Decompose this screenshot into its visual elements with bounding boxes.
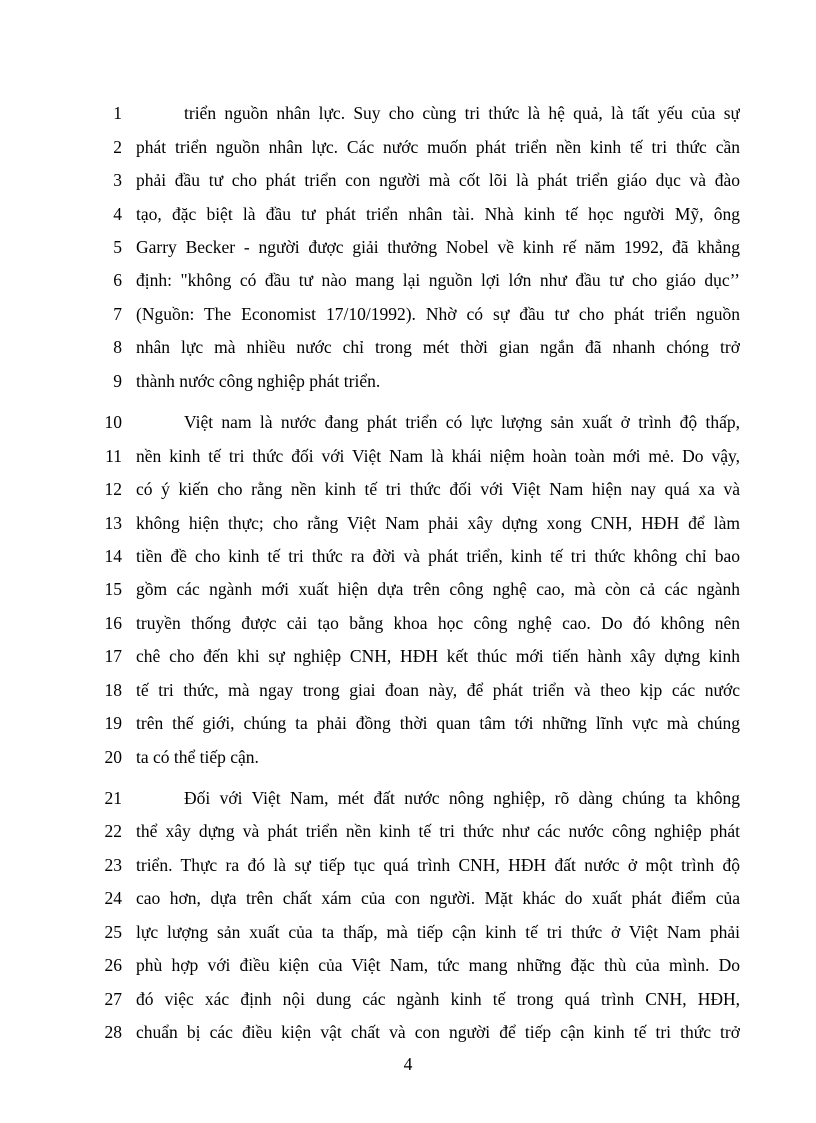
page-number: 4 — [403, 1054, 413, 1074]
line-text: tiền đề cho kinh tế tri thức ra đời và phát triển, kinh tế tri thức không chỉ bao — [136, 546, 740, 566]
line-text: chuẩn bị các điều kiện vật chất và con người để tiếp cận kinh tế tri thức trở — [136, 1022, 740, 1042]
text-line — [0, 406, 816, 438]
line-number: 13 — [104, 513, 122, 533]
text-line — [0, 97, 816, 129]
text-line — [0, 741, 816, 773]
text-line — [0, 607, 816, 639]
text-line — [0, 507, 816, 539]
line-number: 21 — [104, 788, 122, 808]
line-number: 1 — [113, 103, 122, 123]
text-line — [0, 674, 816, 706]
text-line — [0, 231, 816, 263]
line-text: truyền thống được cải tạo bằng khoa học công nghệ cao. Do đó không nên — [136, 613, 740, 633]
line-number: 6 — [113, 270, 122, 290]
line-number: 7 — [113, 304, 122, 324]
line-text: trên thế giới, chúng ta phải đồng thời quan tâm tới những lĩnh vực mà chúng — [136, 713, 740, 733]
line-number: 15 — [104, 579, 122, 599]
text-line — [0, 983, 816, 1015]
line-number: 20 — [104, 747, 122, 767]
text-line — [0, 473, 816, 505]
text-line — [0, 540, 816, 572]
line-text: ta có thể tiếp cận. — [136, 747, 259, 767]
line-number: 10 — [104, 412, 122, 432]
line-number: 14 — [104, 546, 122, 566]
line-number: 18 — [104, 680, 122, 700]
line-text: chê cho đến khi sự nghiệp CNH, HĐH kết thúc mới tiến hành xây dựng kinh — [136, 646, 740, 666]
line-number: 11 — [105, 446, 122, 466]
line-number: 24 — [104, 888, 122, 908]
line-text: định: "không có đầu tư nào mang lại nguồn lợi lớn như đầu tư cho giáo dục’’ — [136, 270, 740, 290]
text-line — [0, 782, 816, 814]
line-number: 4 — [113, 204, 122, 224]
line-text: (Nguồn: The Economist 17/10/1992). Nhờ có sự đầu tư cho phát triển nguồn — [136, 304, 740, 324]
line-text: phải đầu tư cho phát triển con người mà cốt lõi là phát triển giáo dục và đào — [136, 170, 740, 190]
line-text: thành nước công nghiệp phát triển. — [136, 371, 381, 391]
line-text: Việt nam là nước đang phát triển có lực lượng sản xuất ở trình độ thấp, — [184, 412, 740, 432]
line-text: gồm các ngành mới xuất hiện dựa trên công nghệ cao, mà còn cả các ngành — [136, 579, 740, 599]
text-line — [0, 916, 816, 948]
text-line — [0, 707, 816, 739]
text-line — [0, 131, 816, 163]
text-line — [0, 164, 816, 196]
text-line — [0, 882, 816, 914]
line-text: tạo, đặc biệt là đầu tư phát triển nhân tài. Nhà kinh tế học người Mỹ, ông — [136, 204, 740, 224]
line-text: phát triển nguồn nhân lực. Các nước muốn phát triển nền kinh tế tri thức cần — [136, 137, 740, 157]
line-number: 27 — [104, 989, 122, 1009]
line-number: 22 — [104, 821, 122, 841]
line-number: 23 — [104, 855, 122, 875]
text-line — [0, 815, 816, 847]
text-line — [0, 573, 816, 605]
line-text: đó việc xác định nội dung các ngành kinh tế trong quá trình CNH, HĐH, — [136, 989, 740, 1009]
text-line — [0, 365, 816, 397]
line-text: không hiện thực; cho rằng Việt Nam phải xây dựng xong CNH, HĐH để làm — [136, 513, 740, 533]
text-line — [0, 440, 816, 472]
line-number: 9 — [113, 371, 122, 391]
line-number: 26 — [104, 955, 122, 975]
line-text: phù hợp với điều kiện của Việt Nam, tức mang những đặc thù của mình. Do — [136, 955, 740, 975]
line-number: 12 — [104, 479, 122, 499]
text-line — [0, 298, 816, 330]
line-text: lực lượng sản xuất của ta thấp, mà tiếp cận kinh tế tri thức ở Việt Nam phải — [136, 922, 740, 942]
text-line — [0, 1016, 816, 1048]
line-text: Đối với Việt Nam, mét đất nước nông nghiệp, rõ dàng chúng ta không — [184, 788, 740, 808]
line-number: 2 — [113, 137, 122, 157]
line-number: 17 — [104, 646, 122, 666]
line-text: thể xây dựng và phát triển nền kinh tế tri thức như các nước công nghiệp phát — [136, 821, 740, 841]
line-text: có ý kiến cho rằng nền kinh tế tri thức đối với Việt Nam hiện nay quá xa và — [136, 479, 740, 499]
line-number: 5 — [113, 237, 122, 257]
line-text: tế tri thức, mà ngay trong giai đoan này, để phát triển và theo kịp các nước — [136, 680, 740, 700]
line-text: cao hơn, dựa trên chất xám của con người. Mặt khác do xuất phát điểm của — [136, 888, 740, 908]
line-number: 16 — [104, 613, 122, 633]
line-number: 3 — [113, 170, 122, 190]
line-text: nền kinh tế tri thức đối với Việt Nam là khái niệm hoàn toàn mới mẻ. Do vậy, — [136, 446, 740, 466]
line-number: 25 — [104, 922, 122, 942]
line-number: 28 — [104, 1022, 122, 1042]
text-line — [0, 949, 816, 981]
line-number: 19 — [104, 713, 122, 733]
text-line — [0, 331, 816, 363]
line-text: nhân lực mà nhiều nước chỉ trong mét thời gian ngắn đã nhanh chóng trở — [136, 337, 740, 357]
line-number: 8 — [113, 337, 122, 357]
text-line — [0, 198, 816, 230]
line-text: triển nguồn nhân lực. Suy cho cùng tri thức là hệ quả, là tất yếu của sự — [184, 103, 740, 123]
text-line — [0, 264, 816, 296]
line-text: triển. Thực ra đó là sự tiếp tục quá trình CNH, HĐH đất nước ở một trình độ — [136, 855, 740, 875]
text-line — [0, 849, 816, 881]
line-text: Garry Becker - người được giải thưởng Nobel về kinh rế năm 1992, đã khẳng — [136, 237, 740, 257]
text-line — [0, 640, 816, 672]
